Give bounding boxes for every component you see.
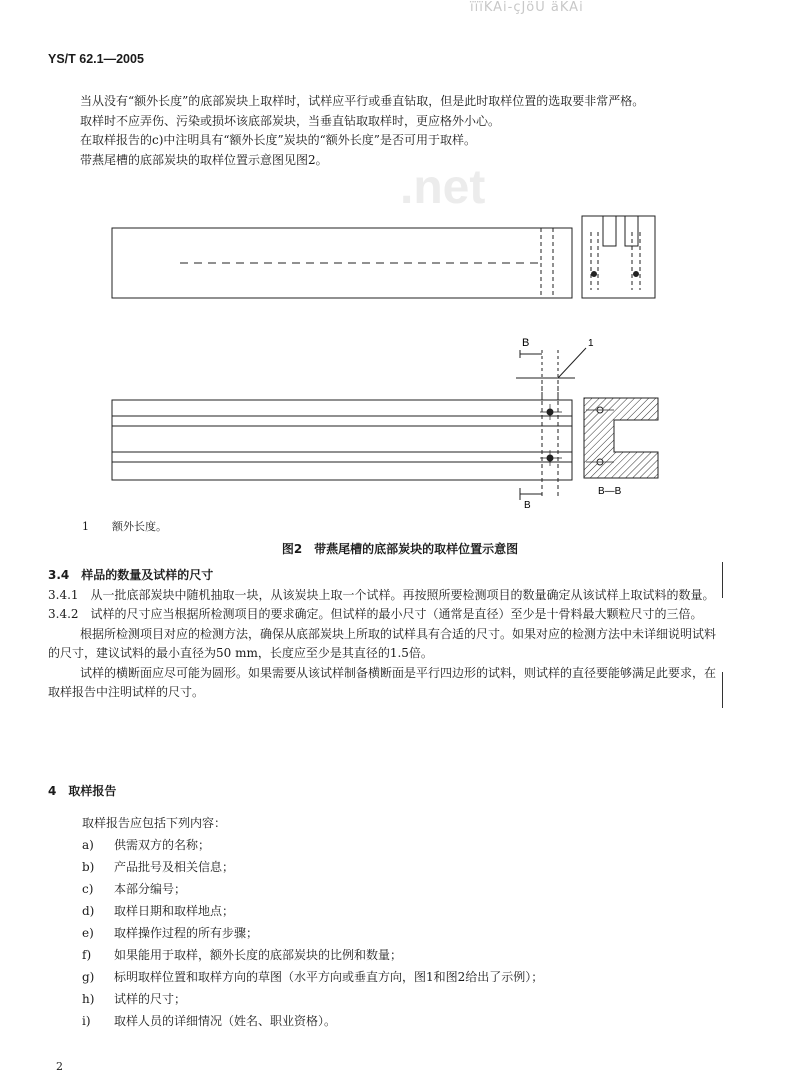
- list-text: 如果能用于取样，额外长度的底部炭块的比例和数量；: [114, 948, 403, 962]
- page-number: 2: [56, 1060, 63, 1073]
- section-3-4-paragraph-4: 试样的横断面应尽可能为圆形。如果需要从该试样制备横断面是平行四边形的试料，则试样的直径要能够满足此要求，在取样报告中注明试样的尺寸。: [48, 665, 717, 699]
- dimension-b-label: B: [522, 337, 530, 349]
- list-marker: i): [82, 1014, 91, 1028]
- list-marker: d): [82, 904, 95, 918]
- list-text: 取样操作过程的所有步骤；: [114, 926, 259, 940]
- intro-paragraph-4: 带燕尾槽的底部炭块的取样位置示意图见图2。: [80, 152, 328, 167]
- list-item: [48, 1010, 738, 1032]
- standard-number: YS/T 62.1—2005: [48, 52, 144, 66]
- report-contents-list: [48, 812, 738, 1032]
- section-4-heading: 4 取样报告: [48, 784, 117, 798]
- legend-number: 1: [82, 520, 89, 533]
- list-text: 产品批号及相关信息；: [114, 860, 235, 874]
- list-text: 试样的尺寸；: [114, 992, 187, 1006]
- bottom-plan-view: [112, 348, 586, 500]
- list-item: [48, 900, 738, 922]
- figure-legend: [82, 518, 167, 534]
- list-text: 取样日期和取样地点；: [114, 904, 235, 918]
- top-end-view: [582, 216, 655, 298]
- list-text: 标明取样位置和取样方向的草图（水平方向或垂直方向，图1和图2给出了示例）；: [114, 970, 544, 984]
- list-marker: g): [82, 970, 95, 984]
- figure-2-drawing: [0, 0, 800, 520]
- top-elevation-view: [112, 228, 572, 298]
- site-watermark: .net: [400, 161, 486, 214]
- list-item: [48, 922, 738, 944]
- list-item: [48, 856, 738, 878]
- report-intro: 取样报告应包括下列内容：: [82, 816, 227, 830]
- list-text: 供需双方的名称；: [114, 838, 211, 852]
- intro-paragraph-2: 取样时不应弄伤、污染或损坏该底部炭块，当垂直钻取取样时，更应格外小心。: [80, 113, 501, 128]
- list-item: [48, 834, 738, 856]
- section-3-4: [48, 566, 720, 703]
- section-3-4-heading: 3.4 样品的数量及试样的尺寸: [48, 568, 214, 582]
- clause-3-4-1: 3.4.1 从一批底部炭块中随机抽取一块，从该炭块上取一个试样。再按照所要检测项目的数量确定从该试样上取试料的数量。: [48, 587, 715, 602]
- list-item: [48, 944, 738, 966]
- list-item: [48, 878, 738, 900]
- list-item: [48, 988, 738, 1010]
- section-3-4-paragraph-3: 根据所检测项目对应的检测方法，确保从底部炭块上所取的试样具有合适的尺寸。如果对应的检测方法中未详细说明试料的尺寸，建议试料的最小直径为50 mm，长度应至少是其直径的1.5倍。: [48, 626, 717, 660]
- list-marker: c): [82, 882, 94, 896]
- list-text: 本部分编号；: [114, 882, 187, 896]
- section-arrow-label: B: [524, 500, 531, 511]
- list-text: 取样人员的详细情况（姓名、职业资格）。: [114, 1014, 337, 1028]
- top-watermark: ïïïKAi-çJöÜ äKAi: [470, 0, 584, 15]
- legend-text: 额外长度。: [112, 520, 167, 533]
- list-marker: e): [82, 926, 94, 940]
- list-marker: b): [82, 860, 95, 874]
- list-marker: f): [82, 948, 92, 962]
- section-b-b-label: B—B: [598, 486, 622, 497]
- clause-3-4-2: 3.4.2 试样的尺寸应当根据所检测项目的要求确定。但试样的最小尺寸（通常是直径）至少是十骨料最大颗粒尺寸的三倍。: [48, 607, 703, 621]
- change-bar: [722, 562, 723, 598]
- list-marker: a): [82, 838, 94, 852]
- section-b-b-view: [584, 398, 658, 478]
- list-marker: h): [82, 992, 95, 1006]
- intro-paragraph-1: 当从没有“额外长度”的底部炭块上取样时，试样应平行或垂直钻取，但是此时取样位置的选取要非常严格。: [80, 94, 645, 108]
- intro-paragraph-3: 在取样报告的c)中注明具有“额外长度”炭块的“额外长度”是否可用于取样。: [80, 133, 476, 147]
- callout-1-label: 1: [588, 338, 594, 349]
- change-bar: [722, 672, 723, 708]
- list-item: [48, 966, 738, 988]
- figure-caption: 图2 带燕尾槽的底部炭块的取样位置示意图: [281, 542, 519, 556]
